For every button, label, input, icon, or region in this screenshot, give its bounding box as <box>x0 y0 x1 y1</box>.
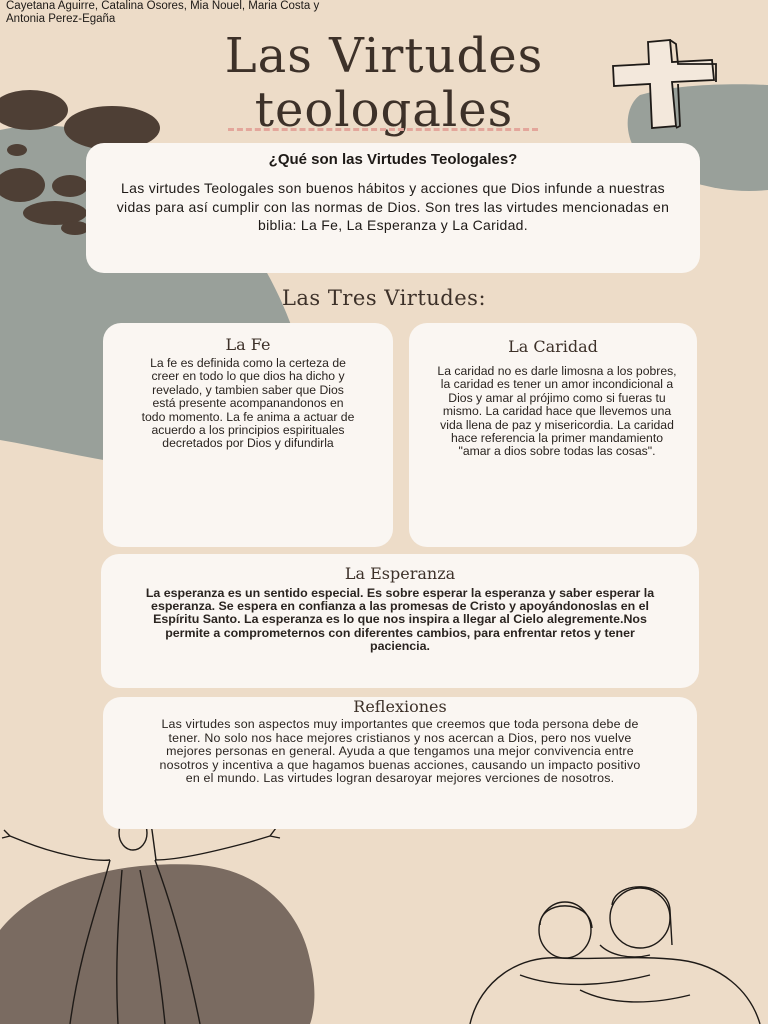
caridad-card <box>409 323 697 547</box>
fe-card <box>103 323 393 547</box>
authors-text: Cayetana Aguirre, Catalina Osores, Mia Nouel, Maria Costa y Antonia Perez-Egaña <box>6 0 320 25</box>
section-title: Las Tres Virtudes: <box>281 286 487 310</box>
intro-heading: ¿Qué son las Virtudes Teologales? <box>268 151 518 168</box>
caridad-text: La caridad no es darle limosna a los pobres, la caridad es tener un amor incondicional a Dios y amar al prójimo como si fueras tu mismo. La caridad hace que llevemos una vida llena de paz y misericordia. La caridad hace referencia la primer mandamiento "amar a dios sobre todas las cosas". <box>437 364 677 459</box>
title-divider <box>228 128 538 131</box>
fe-heading: La Fe <box>225 335 271 354</box>
caridad-heading: La Caridad <box>508 337 598 356</box>
page-title-line1: Las Virtudes <box>224 28 544 84</box>
dark-spot <box>7 144 27 156</box>
reflexiones-card <box>103 697 697 829</box>
esperanza-card <box>101 554 699 688</box>
dark-spot <box>52 175 88 197</box>
intro-card <box>86 143 700 273</box>
fe-text: La fe es definida como la certeza de creer en todo lo que dios ha dicho y revelado, y tambien saber que Dios está presente acompanandonos en todo momento. La fe anima a actuar de acuerdo a los principios espirituales decretados por Dios y difundirla <box>141 356 355 451</box>
reflexiones-text: Las virtudes son aspectos muy importantes que creemos que toda persona debe de tener. No solo nos hace mejores cristianos y nos acercan a Dios, pero nos vuelve mejores personas en general. Ayuda a que tengamos una mejor convivencia entre nosotros y incentiva a que hagamos buenas acciones, causando un impacto positivo en el mundo. Las virtudes logran desaroyar mejores verciones de nosotros. <box>159 717 641 786</box>
embrace-illustration <box>470 887 760 1024</box>
intro-text: Las virtudes Teologales son buenos hábitos y acciones que Dios infunde a nuestras vidas para así cumplir con las normas de Dios. Son tres las virtudes mencionadas en biblia: La Fe, La Esperanza y La Caridad. <box>116 180 670 233</box>
page-title-line2: teologales <box>254 82 514 138</box>
reflexiones-heading: Reflexiones <box>353 697 447 716</box>
esperanza-text: La esperanza es un sentido especial. Es sobre esperar la esperanza y saber esperar la esperanza. Se espera en confianza a las promesas de Cristo y apoyándonoslas en el Espíritu Santo. La esperanza es lo que nos inspira a llegar al Cielo alegremente.Nos permite a comprometernos con diferentes cambios, para enfrentar retos y tener paciencia. <box>145 586 655 653</box>
taupe-blob-bottom <box>0 864 314 1024</box>
dark-spot <box>61 221 89 235</box>
esperanza-heading: La Esperanza <box>344 564 456 583</box>
